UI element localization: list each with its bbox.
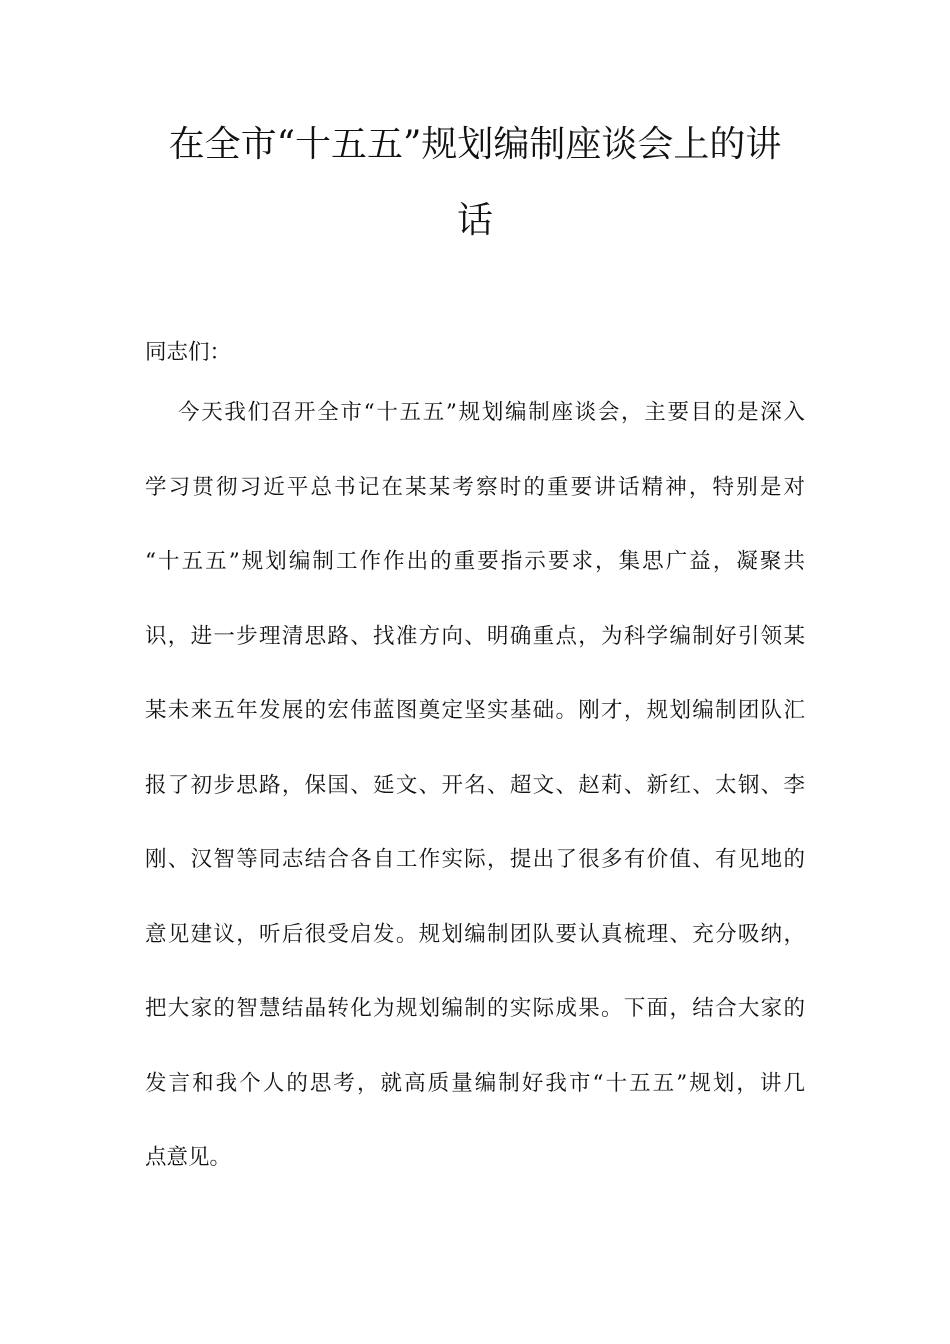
paragraph-line: 识，进一步理清思路、找准方向、明确重点，为科学编制好引领某 [145,624,805,649]
paragraph-line: 某未来五年发展的宏伟蓝图奠定坚实基础。刚才，规划编制团队汇 [145,698,805,723]
paragraph-line: 点意见。 [145,1145,232,1170]
title-line-1: 在全市“十五五”规划编制座谈会上的讲 [168,124,782,165]
title-line-2: 话 [456,200,493,241]
paragraph-line: 刚、汉智等同志结合各自工作实际，提出了很多有价值、有见地的 [145,847,805,872]
paragraph-line: 把大家的智慧结晶转化为规划编制的实际成果。下面，结合大家的 [145,996,805,1021]
document-title [145,107,805,259]
paragraph-line: 学习贯彻习近平总书记在某某考察时的重要讲话精神，特别是对 [145,475,805,500]
paragraph-line: 今天我们召开全市“十五五”规划编制座谈会，主要目的是深入 [178,400,805,425]
salutation: 同志们： [145,340,232,365]
paragraph-line: 发言和我个人的思考，就高质量编制好我市“十五五”规划，讲几 [145,1071,805,1096]
paragraph-line: 报了初步思路，保国、延文、开名、超文、赵莉、新红、太钢、李 [145,773,805,798]
paragraph-line: 意见建议，听后很受启发。规划编制团队要认真梳理、充分吸纳， [145,922,805,947]
paragraph-line: “十五五”规划编制工作作出的重要指示要求，集思广益，凝聚共 [145,549,805,574]
